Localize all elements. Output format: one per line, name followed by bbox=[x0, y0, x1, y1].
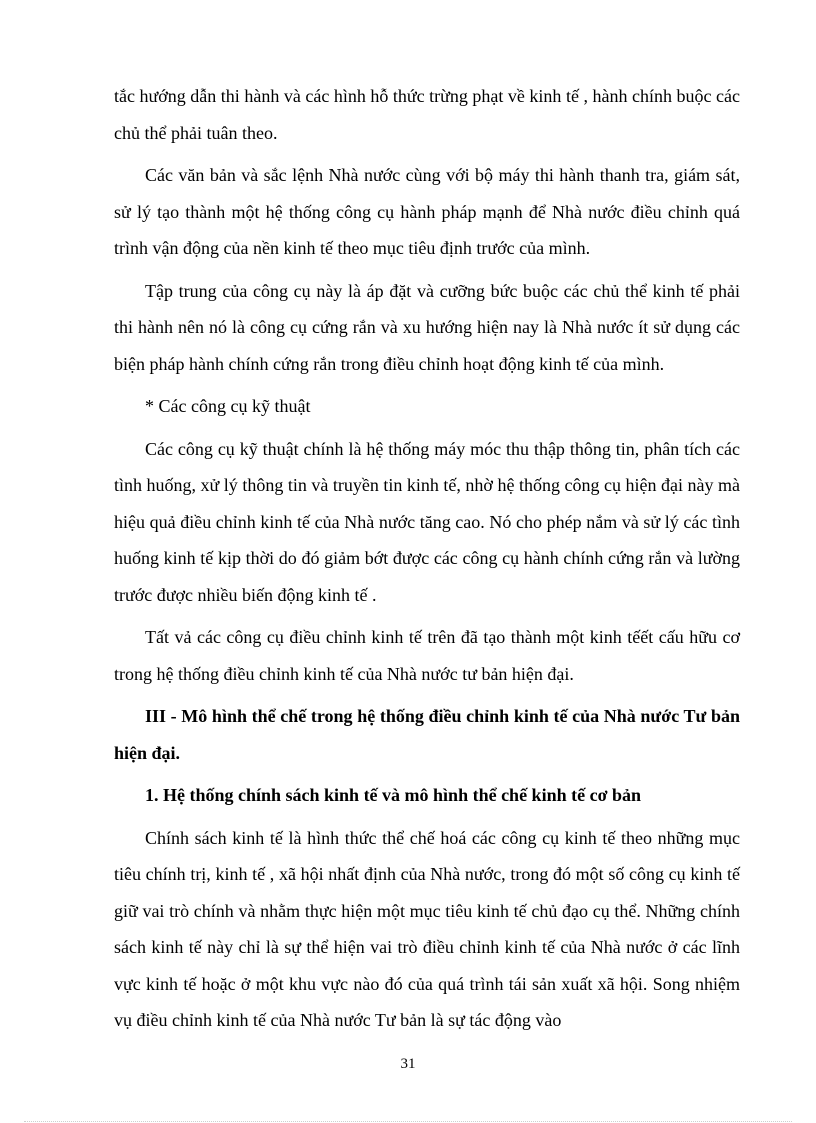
paragraph-administrative-tools: Tập trung của công cụ này là áp đặt và cưỡng bức buộc các chủ thể kinh tế phải thi hành nên nó là công cụ cứng rắn và xu hướng hiện nay là Nhà nước ít sử dụng các biện pháp hành chính cứng rắn trong điều chỉnh hoạt động kinh tế của mình. bbox=[114, 280, 740, 374]
paragraph-tools-summary: Tất vả các công cụ điều chỉnh kinh tế trên đã tạo thành một kinh tếết cấu hữu cơ trong hệ thống điều chỉnh kinh tế của Nhà nước tư bản hiện đại. bbox=[114, 627, 740, 684]
page-bottom-rule bbox=[24, 1121, 792, 1122]
subsection-heading-policy-system: 1. Hệ thống chính sách kinh tế và mô hình thể chế kinh tế cơ bản bbox=[145, 785, 642, 805]
paragraph-legal-documents: Các văn bản và sắc lệnh Nhà nước cùng với bộ máy thi hành thanh tra, giám sát, sử lý tạo thành một hệ thống công cụ hành pháp mạnh để Nhà nước điều chỉnh quá trình vận động của nền kinh tế theo mục tiêu định trước của mình. bbox=[114, 165, 740, 258]
subheading-technical-tools: * Các công cụ kỹ thuật bbox=[145, 396, 311, 416]
section-heading-institutional-model: III - Mô hình thể chế trong hệ thống điều chỉnh kinh tế của Nhà nước Tư bản hiện đại. bbox=[114, 706, 740, 763]
paragraph-technical-tools: Các công cụ kỹ thuật chính là hệ thống máy móc thu thập thông tin, phân tích các tình huống, xử lý thông tin và truyền tin kinh tế, nhờ hệ thống công cụ hiện đại này mà hiệu quả điều chỉnh kinh tế của Nhà nước tăng cao. Nó cho phép nắm và sử lý các tình huống kinh tế kịp thời do đó giảm bớt được các công cụ hành chính cứng rắn và lường trước được nhiều biến động kinh tế . bbox=[114, 438, 740, 605]
page-content bbox=[114, 78, 740, 1039]
paragraph-economic-policy: Chính sách kinh tế là hình thức thể chế hoá các công cụ kinh tế theo những mục tiêu chính trị, kinh tế , xã hội nhất định của Nhà nước, trong đó một số công cụ kinh tế giữ vai trò chính và nhằm thực hiện một mục tiêu kinh tế chủ đạo cụ thể. Những chính sách kinh tế này chỉ là sự thể hiện vai trò điều chỉnh kinh tế của Nhà nước ở các lĩnh vực kinh tế hoặc ở một khu vực nào đó của quá trình tái sản xuất xã hội. Song nhiệm vụ điều chỉnh kinh tế của Nhà nước Tư bản là sự tác động vào bbox=[114, 827, 740, 1030]
page-number: 31 bbox=[400, 1056, 416, 1072]
paragraph-continuation: tắc hướng dẫn thi hành và các hình hỗ thức trừng phạt về kinh tế , hành chính buộc các chủ thể phải tuân theo. bbox=[114, 86, 740, 143]
